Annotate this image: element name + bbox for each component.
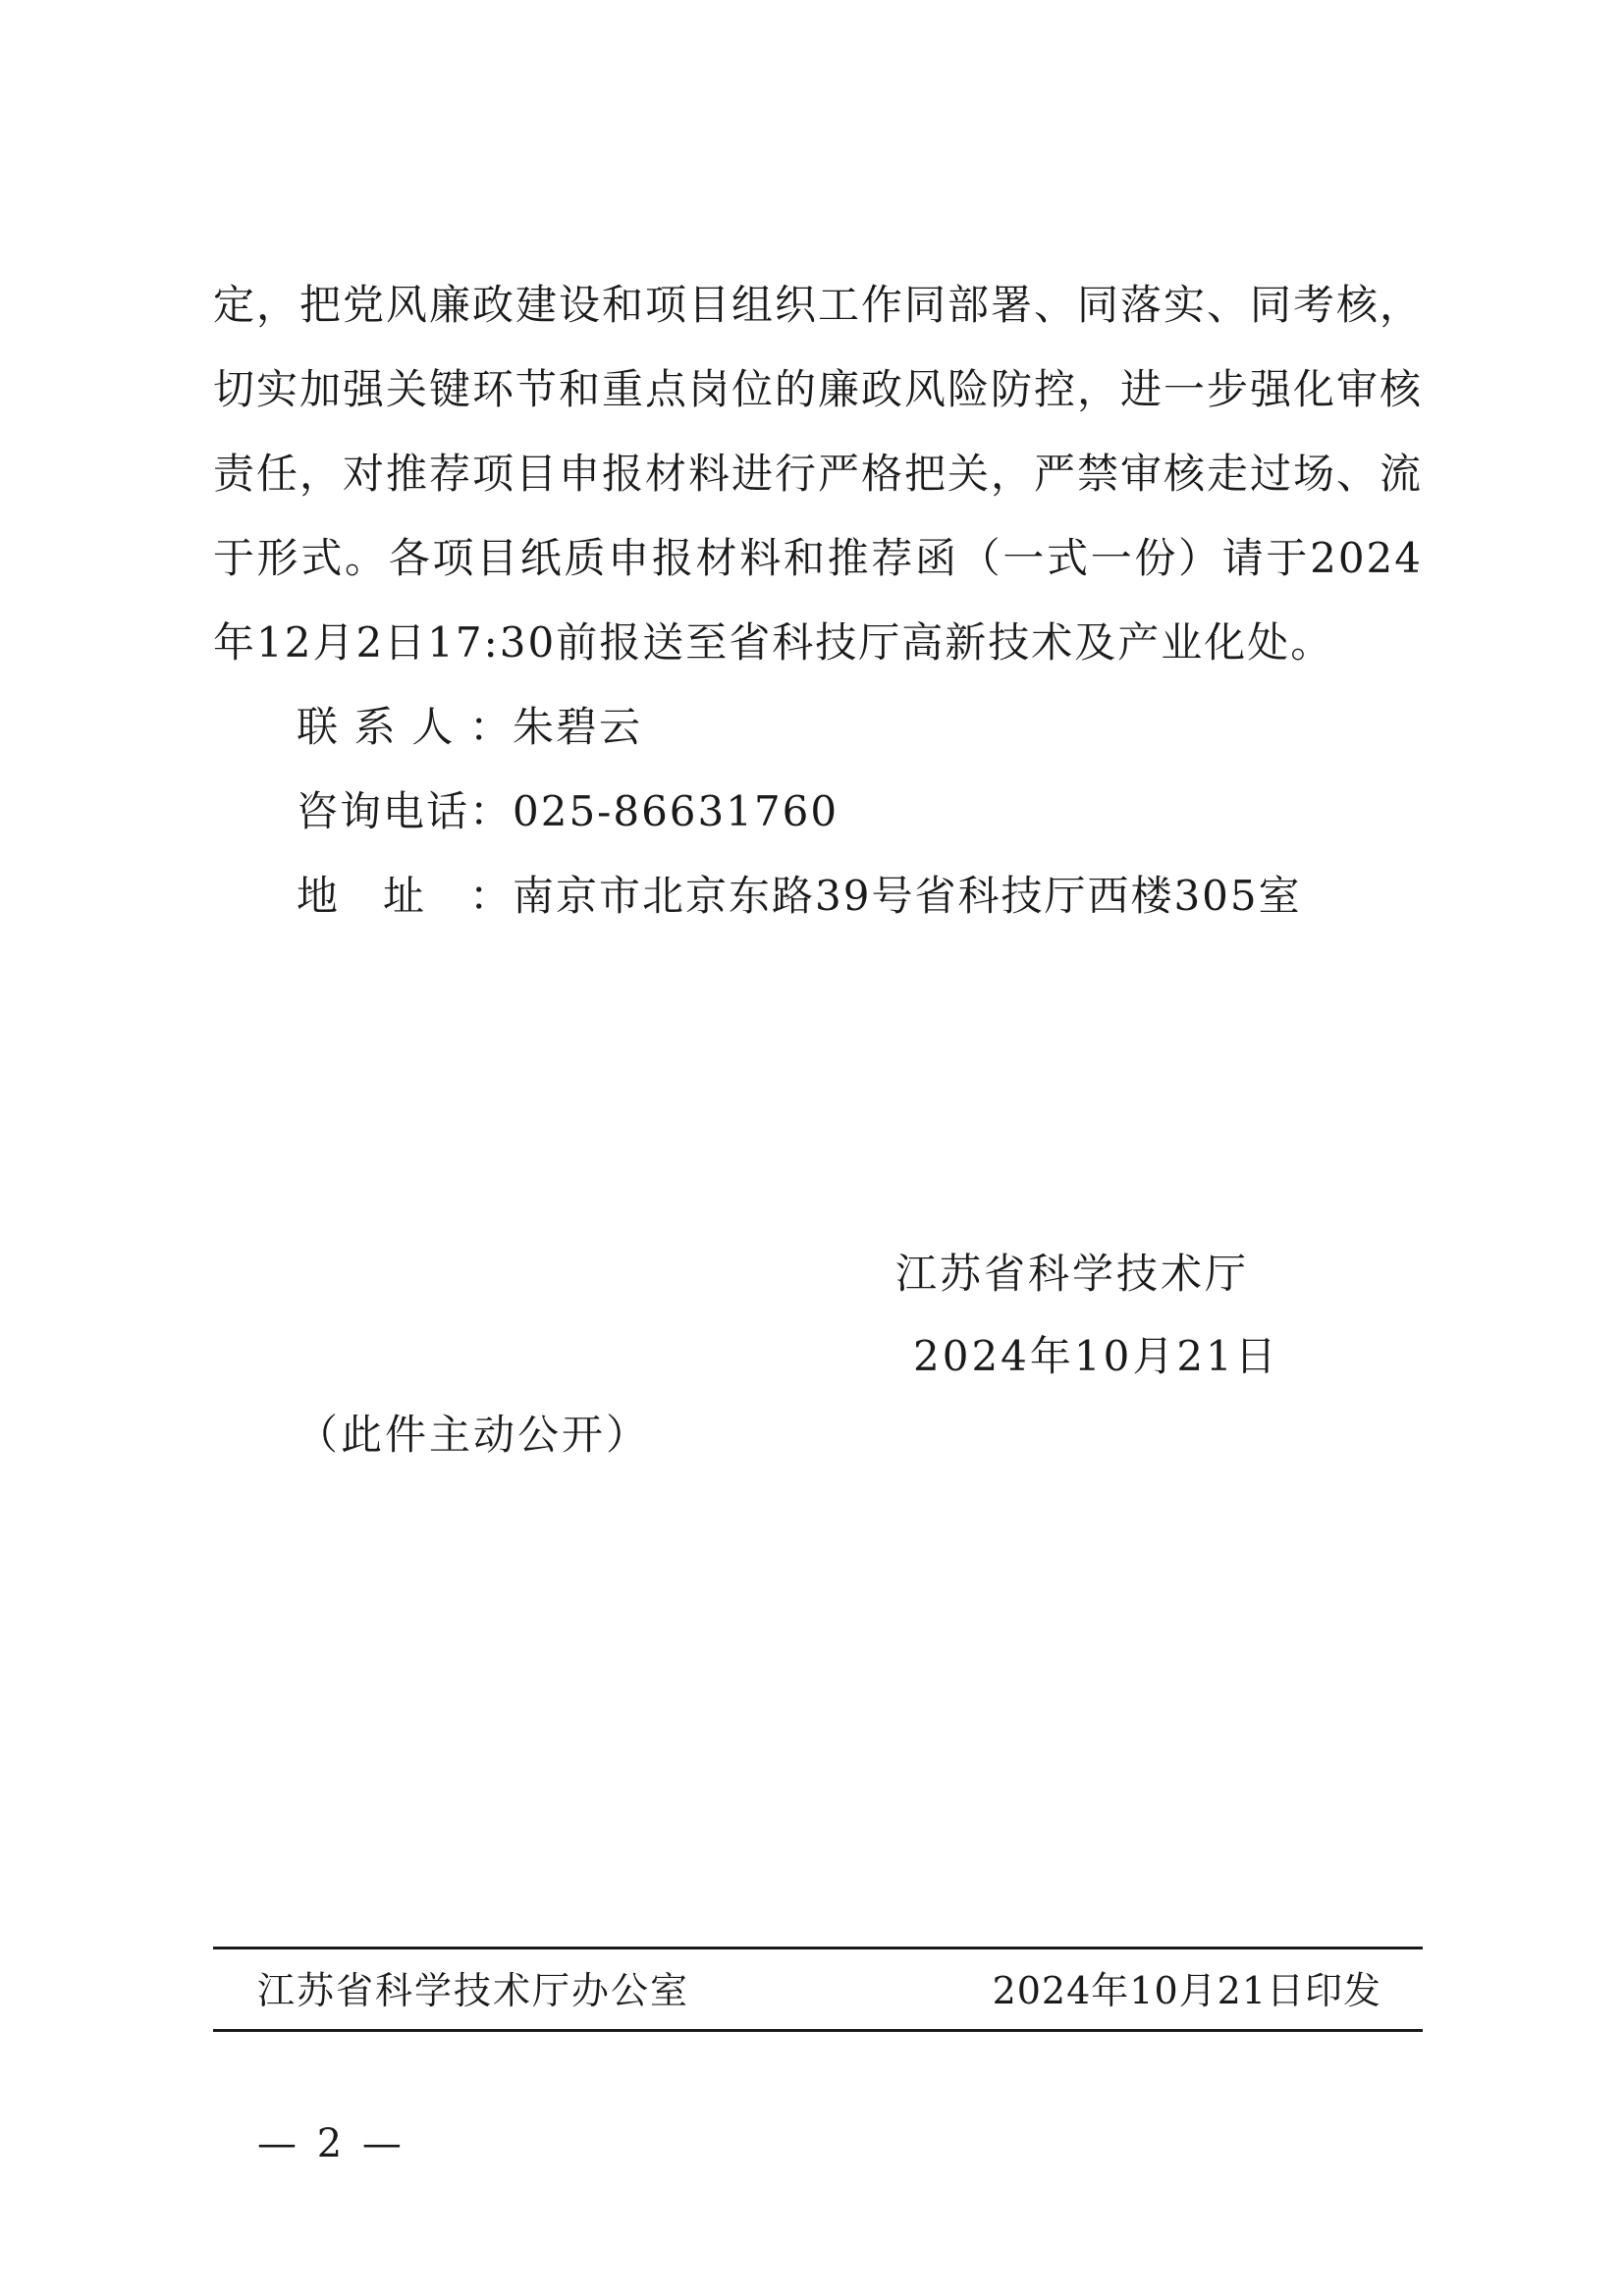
contact-address-row xyxy=(297,854,1377,938)
contact-person-label: 联系人： xyxy=(297,703,513,751)
disclosure-note: （此件主动公开） xyxy=(297,1411,651,1459)
page-number: — 2 — xyxy=(257,2121,406,2166)
footer-issue-date: 2024年10月21日印发 xyxy=(992,1969,1381,2012)
body-line-4: 于形式。各项目纸质申报材料和推荐函（一式一份）请于2024 xyxy=(213,534,1423,582)
contact-address-label: 地址： xyxy=(297,872,513,920)
signature-date: 2024年10月21日 xyxy=(913,1332,1279,1380)
contact-person-row xyxy=(297,685,1377,770)
body-line-2: 切实加强关键环节和重点岗位的廉政风险防控，进一步强化审核 xyxy=(213,365,1424,413)
body-line-1: 定，把党风廉政建设和项目组织工作同部署、同落实、同考核， xyxy=(213,281,1424,329)
body-line-5: 年12月2日17:30前报送至省科技厅高新技术及产业化处。 xyxy=(213,618,1334,667)
footer-issuer: 江苏省科学技术厅办公室 xyxy=(257,1969,690,2012)
body-line-3: 责任，对推荐项目申报材料进行严格把关，严禁审核走过场、流 xyxy=(213,450,1424,498)
contact-phone-label: 咨询电话： xyxy=(297,787,514,835)
signature-org: 江苏省科学技术厅 xyxy=(895,1250,1250,1298)
footer-bottom-rule xyxy=(213,2029,1423,2032)
contact-person-value: 朱碧云 xyxy=(513,703,643,751)
body-paragraph xyxy=(213,263,1423,685)
contact-address-value: 南京市北京东路39号省科技厅西楼305室 xyxy=(513,872,1302,920)
contact-phone-value: 025-86631760 xyxy=(513,787,839,835)
contact-phone-row xyxy=(297,770,1377,854)
footer-top-rule xyxy=(213,1947,1423,1949)
